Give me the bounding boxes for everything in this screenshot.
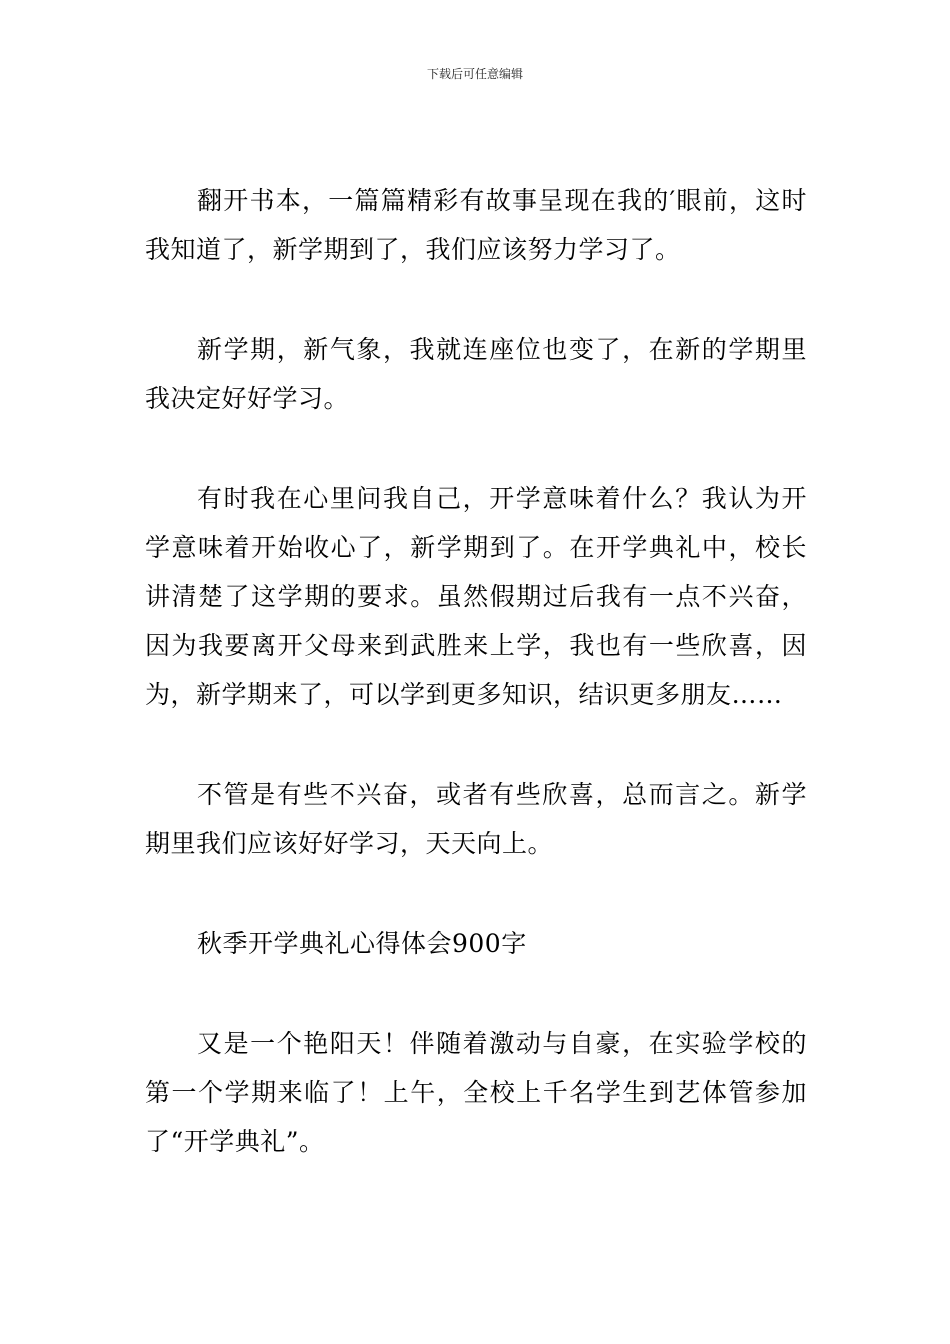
document-body [145,176,807,1217]
paragraph: 又是一个艳阳天！伴随着激动与自豪，在实验学校的第一个学期来临了！上午，全校上千名学生到艺体管参加了“开学典礼”。 [145,1029,807,1156]
paragraph: 翻开书本，一篇篇精彩有故事呈现在我的′眼前，这时我知道了，新学期到了，我们应该努力学习了。 [145,186,807,264]
paragraph: 不管是有些不兴奋，或者有些欣喜，总而言之。新学期里我们应该好好学习，天天向上。 [145,780,807,858]
paragraph: 有时我在心里问我自己，开学意味着什么？我认为开学意味着开始收心了，新学期到了。在开学典礼中，校长讲清楚了这学期的要求。虽然假期过后我有一点不兴奋，因为我要离开父母来到武胜来上学，我也有一些欣喜，因为，新学期来了，可以学到更多知识，结识更多朋友…… [145,484,807,709]
paragraph: 新学期，新气象，我就连座位也变了，在新的学期里我决定好好学习。 [145,335,807,413]
section-title: 秋季开学典礼心得体会900字 [197,929,527,958]
page-header-note: 下载后可任意编辑 [426,67,523,81]
